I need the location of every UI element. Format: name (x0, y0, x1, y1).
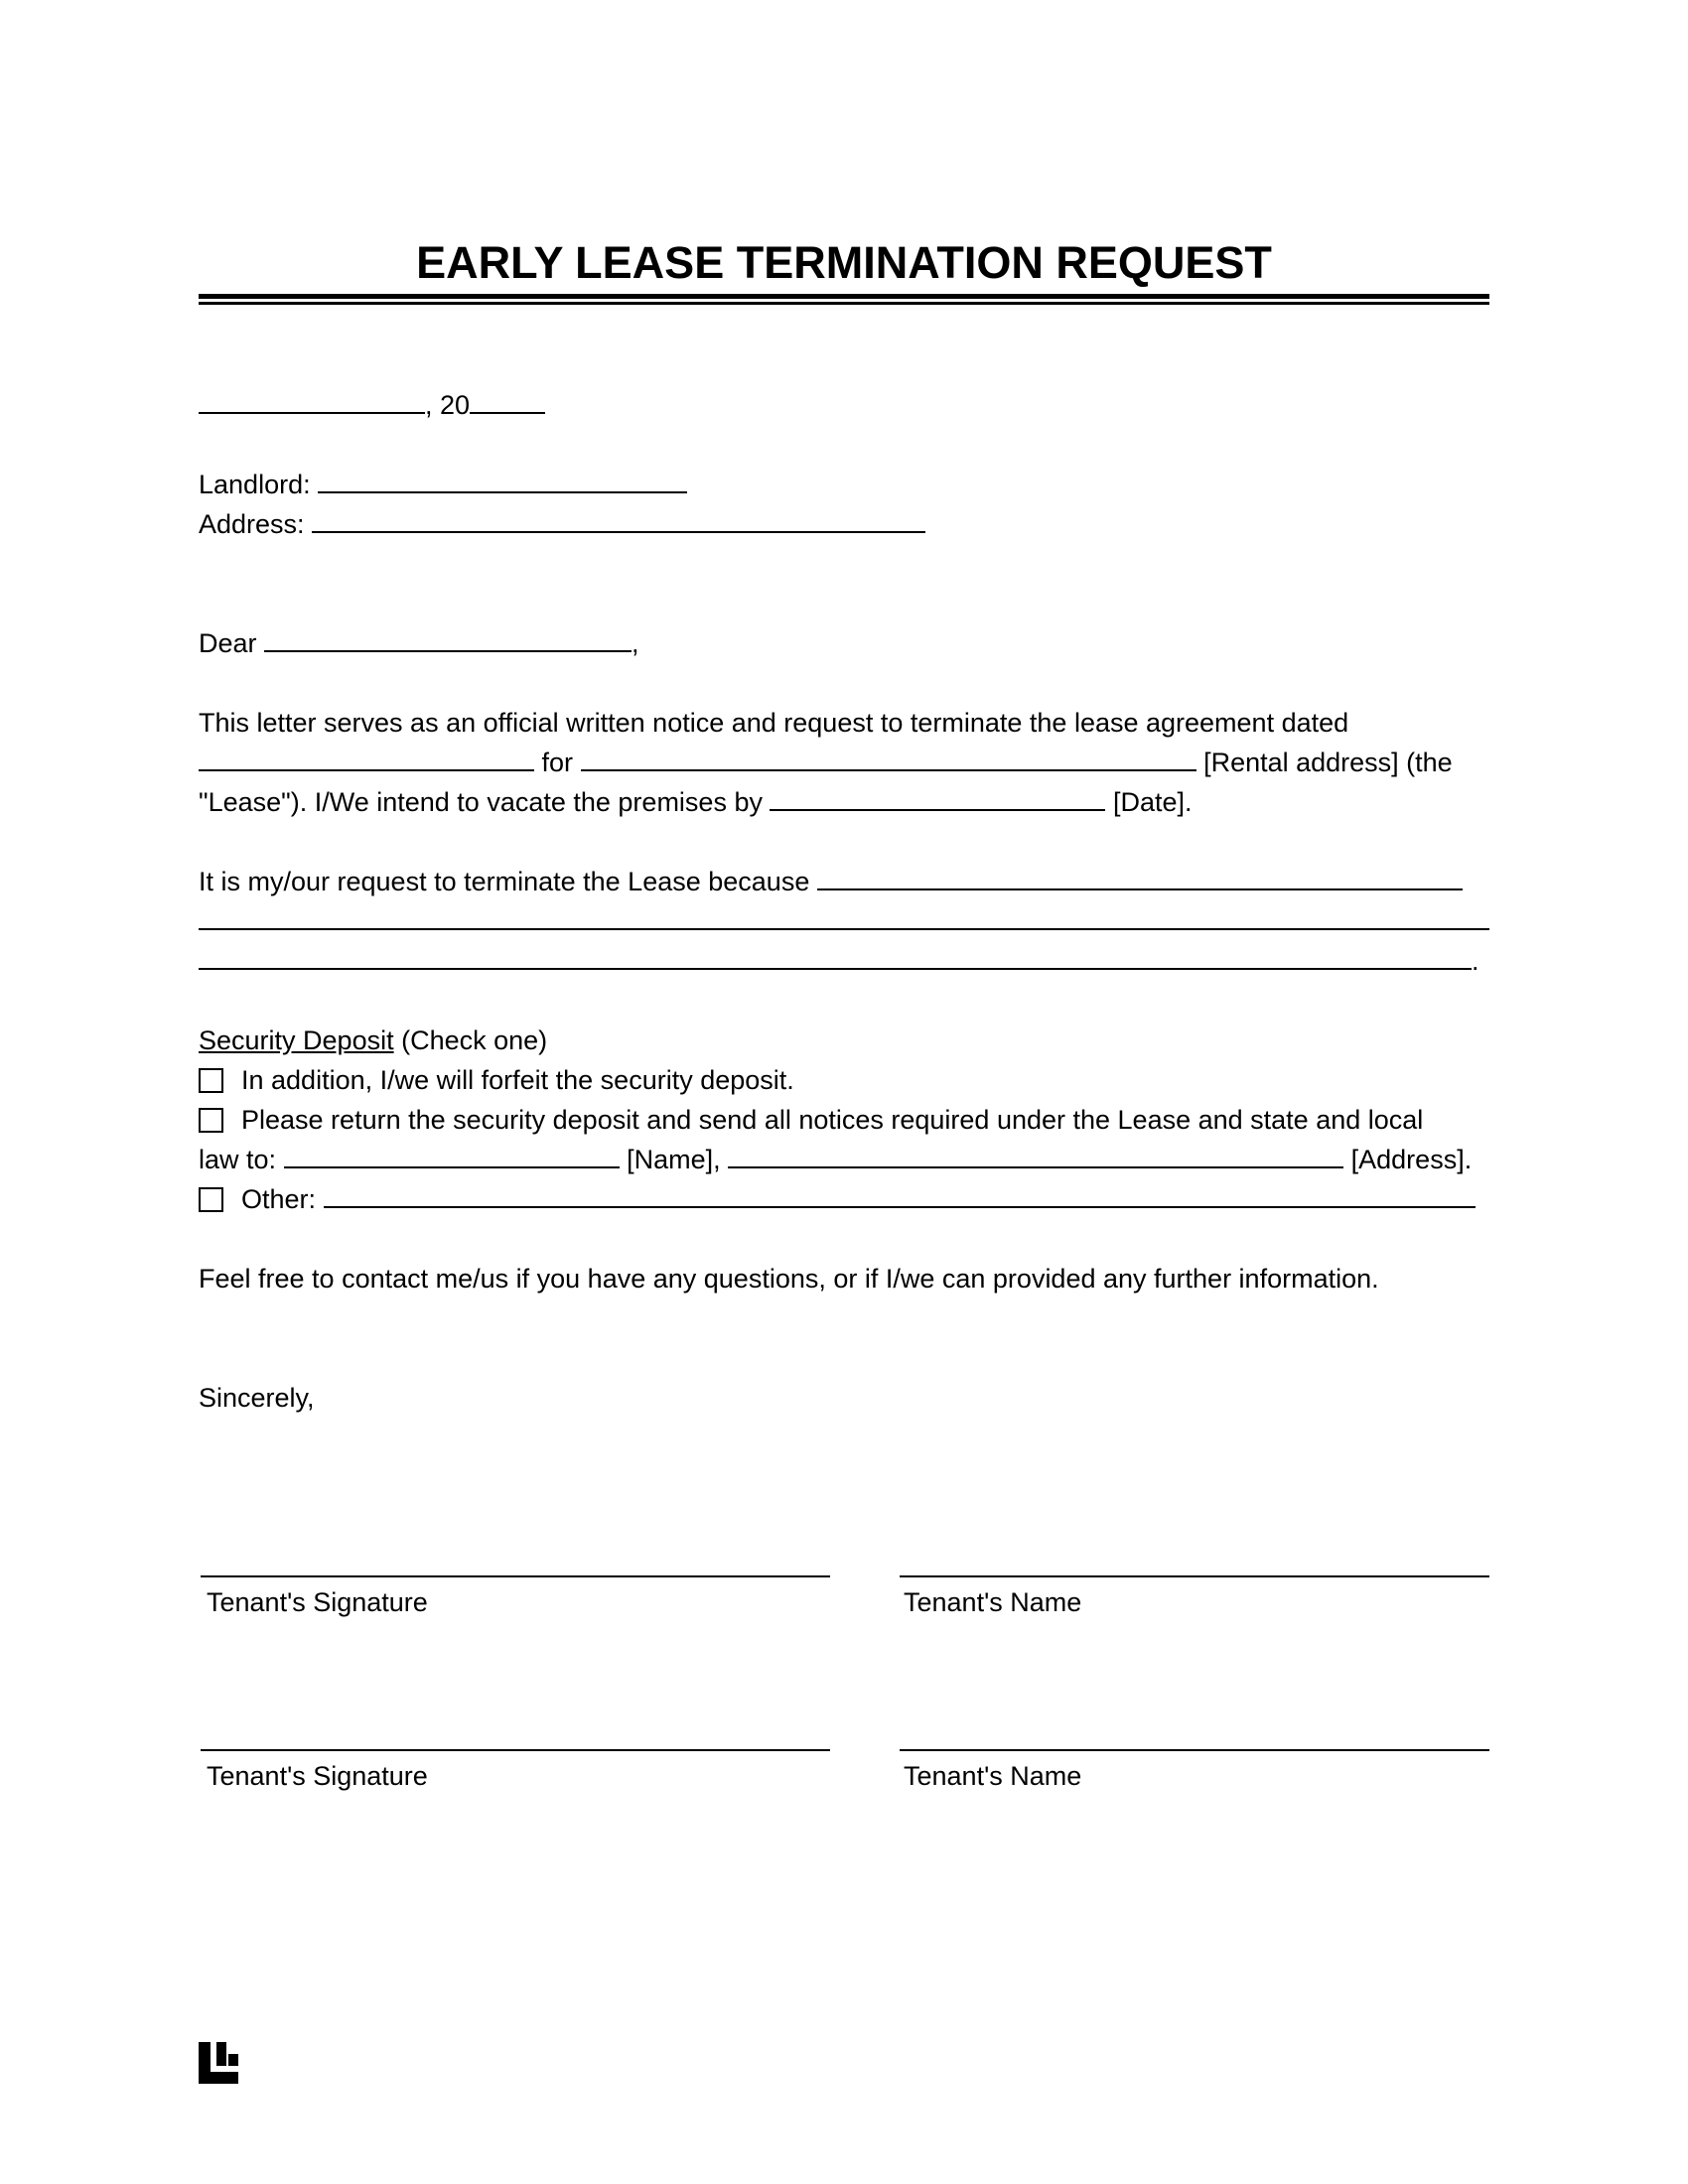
other-blank[interactable] (324, 1182, 1476, 1208)
closing-line: Sincerely, (199, 1383, 315, 1413)
tenant-signature-label-1: Tenant's Signature (207, 1587, 428, 1617)
deposit-heading-line (199, 1024, 1499, 1057)
tenant-signature-label-2: Tenant's Signature (207, 1761, 428, 1791)
title-rule-thick (199, 294, 1489, 299)
forfeit-checkbox[interactable] (199, 1068, 223, 1093)
dear-label: Dear (199, 628, 257, 658)
name-tag: [Name], (627, 1145, 721, 1174)
tenant-name-label-2: Tenant's Name (904, 1761, 1082, 1791)
return-label: Please return the security deposit and send all notices required under the Lease and state and local (241, 1105, 1424, 1135)
tenant-signature-line-2[interactable] (201, 1749, 830, 1751)
reason-blank-1[interactable] (817, 865, 1463, 890)
year-prefix: , 20 (425, 390, 471, 420)
reason-line-2 (199, 904, 1499, 938)
deposit-heading-note: (Check one) (401, 1025, 548, 1055)
document-title: EARLY LEASE TERMINATION REQUEST (416, 237, 1272, 288)
return-checkbox[interactable] (199, 1108, 223, 1133)
date-tag: [Date]. (1113, 787, 1193, 817)
deposit-option-return (199, 1103, 1499, 1137)
notice-line-2 (199, 746, 1499, 779)
landlord-label: Landlord: (199, 470, 311, 499)
landlord-line (199, 468, 1499, 501)
reason-period: . (1472, 946, 1479, 976)
forfeit-label: In addition, I/we will forfeit the security deposit. (241, 1065, 794, 1095)
title-rule-thin (199, 302, 1489, 305)
return-name-blank[interactable] (284, 1143, 620, 1168)
for-label: for (541, 748, 574, 777)
deposit-option-forfeit (199, 1063, 1499, 1097)
address-line (199, 507, 1499, 541)
reason-text: It is my/our request to terminate the Lease because (199, 867, 810, 896)
address-tag: [Address]. (1350, 1145, 1473, 1174)
vacate-text: "Lease"). I/We intend to vacate the premises by (199, 787, 763, 817)
address-blank[interactable] (312, 507, 925, 533)
contact-line: Feel free to contact me/us if you have any questions, or if I/we can provided any further information. (199, 1264, 1379, 1294)
date-blank[interactable] (199, 388, 425, 414)
rental-address-tag: [Rental address] (the (1203, 748, 1453, 777)
deposit-option-other (199, 1182, 1499, 1216)
salutation-line (199, 626, 1499, 660)
reason-blank-3[interactable] (199, 944, 1472, 970)
rental-address-blank[interactable] (581, 746, 1196, 771)
dear-comma: , (632, 628, 639, 658)
address-label: Address: (199, 509, 305, 539)
reason-line-3 (199, 944, 1499, 978)
notice-line-3 (199, 785, 1499, 819)
notice-line-1: This letter serves as an official written notice and request to terminate the lease agreement dated (199, 708, 1349, 738)
tenant-name-line-1[interactable] (900, 1575, 1489, 1577)
reason-blank-2[interactable] (199, 904, 1489, 930)
law-to-label: law to: (199, 1145, 277, 1174)
deposit-return-details (199, 1143, 1499, 1176)
dear-blank[interactable] (264, 626, 632, 652)
other-checkbox[interactable] (199, 1187, 223, 1212)
other-label: Other: (241, 1184, 317, 1214)
tenant-signature-line-1[interactable] (201, 1575, 830, 1577)
reason-line-1 (199, 865, 1499, 898)
landlord-blank[interactable] (318, 468, 687, 493)
document-logo-icon (199, 2042, 238, 2084)
tenant-name-line-2[interactable] (900, 1749, 1489, 1751)
return-address-blank[interactable] (728, 1143, 1343, 1168)
tenant-name-label-1: Tenant's Name (904, 1587, 1082, 1617)
deposit-heading: Security Deposit (199, 1025, 394, 1055)
year-blank[interactable] (470, 388, 545, 414)
vacate-date-blank[interactable] (770, 785, 1105, 811)
lease-date-blank[interactable] (199, 746, 534, 771)
date-line (199, 388, 1499, 422)
